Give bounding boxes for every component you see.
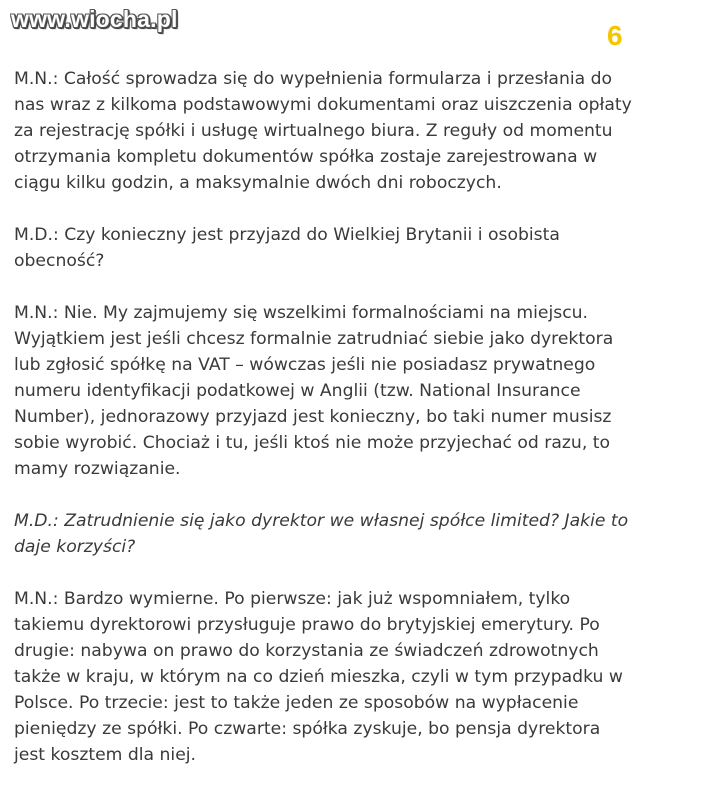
text-line: za rejestrację spółki i usługę wirtualnego biura. Z reguły od momentu <box>14 121 613 141</box>
text-line: daje korzyści? <box>14 537 136 557</box>
text-line: M.D.: Czy konieczny jest przyjazd do Wielkiej Brytanii i osobista <box>14 225 560 245</box>
text-line: lub zgłosić spółkę na VAT – wówczas jeśli nie posiadasz prywatnego <box>14 355 596 375</box>
text-line: otrzymania kompletu dokumentów spółka zostaje zarejestrowana w <box>14 147 598 167</box>
page-number: 6 <box>607 20 623 51</box>
text-line: pieniędzy ze spółki. Po czwarte: spółka zyskuje, bo pensja dyrektora <box>14 719 601 739</box>
site-watermark: www.wiocha.pl <box>11 6 178 32</box>
text-line: numeru identyfikacji podatkowej w Anglii (tzw. National Insurance <box>14 381 581 401</box>
text-line: M.N.: Całość sprowadza się do wypełnienia formularza i przesłania do <box>14 69 613 89</box>
text-line: Number), jednorazowy przyjazd jest konieczny, bo taki numer musisz <box>14 407 612 427</box>
text-line: mamy rozwiązanie. <box>14 459 181 479</box>
interview-paragraph <box>14 586 714 768</box>
text-line: M.D.: Zatrudnienie się jako dyrektor we własnej spółce limited? Jakie to <box>14 511 629 531</box>
text-line: sobie wyrobić. Chociaż i tu, jeśli ktoś nie może przyjechać od razu, to <box>14 433 610 453</box>
text-line: jest kosztem dla niej. <box>14 745 197 765</box>
text-line: drugie: nabywa on prawo do korzystania ze świadczeń zdrowotnych <box>14 641 599 661</box>
text-line: Wyjątkiem jest jeśli chcesz formalnie zatrudniać siebie jako dyrektora <box>14 329 614 349</box>
interview-paragraph <box>14 222 714 274</box>
text-line: M.N.: Bardzo wymierne. Po pierwsze: jak już wspomniałem, tylko <box>14 589 571 609</box>
interview-question <box>14 508 714 560</box>
article-body <box>14 66 714 794</box>
interview-paragraph <box>14 66 714 196</box>
text-line: M.N.: Nie. My zajmujemy się wszelkimi formalnościami na miejscu. <box>14 303 589 323</box>
text-line: obecność? <box>14 251 105 271</box>
interview-paragraph <box>14 300 714 482</box>
text-line: nas wraz z kilkoma podstawowymi dokumentami oraz uiszczenia opłaty <box>14 95 632 115</box>
text-line: Polsce. Po trzecie: jest to także jeden ze sposobów na wypłacenie <box>14 693 579 713</box>
text-line: także w kraju, w którym na co dzień mieszka, czyli w tym przypadku w <box>14 667 623 687</box>
text-line: ciągu kilku godzin, a maksymalnie dwóch dni roboczych. <box>14 173 502 193</box>
text-line: takiemu dyrektorowi przysługuje prawo do brytyjskiej emerytury. Po <box>14 615 600 635</box>
